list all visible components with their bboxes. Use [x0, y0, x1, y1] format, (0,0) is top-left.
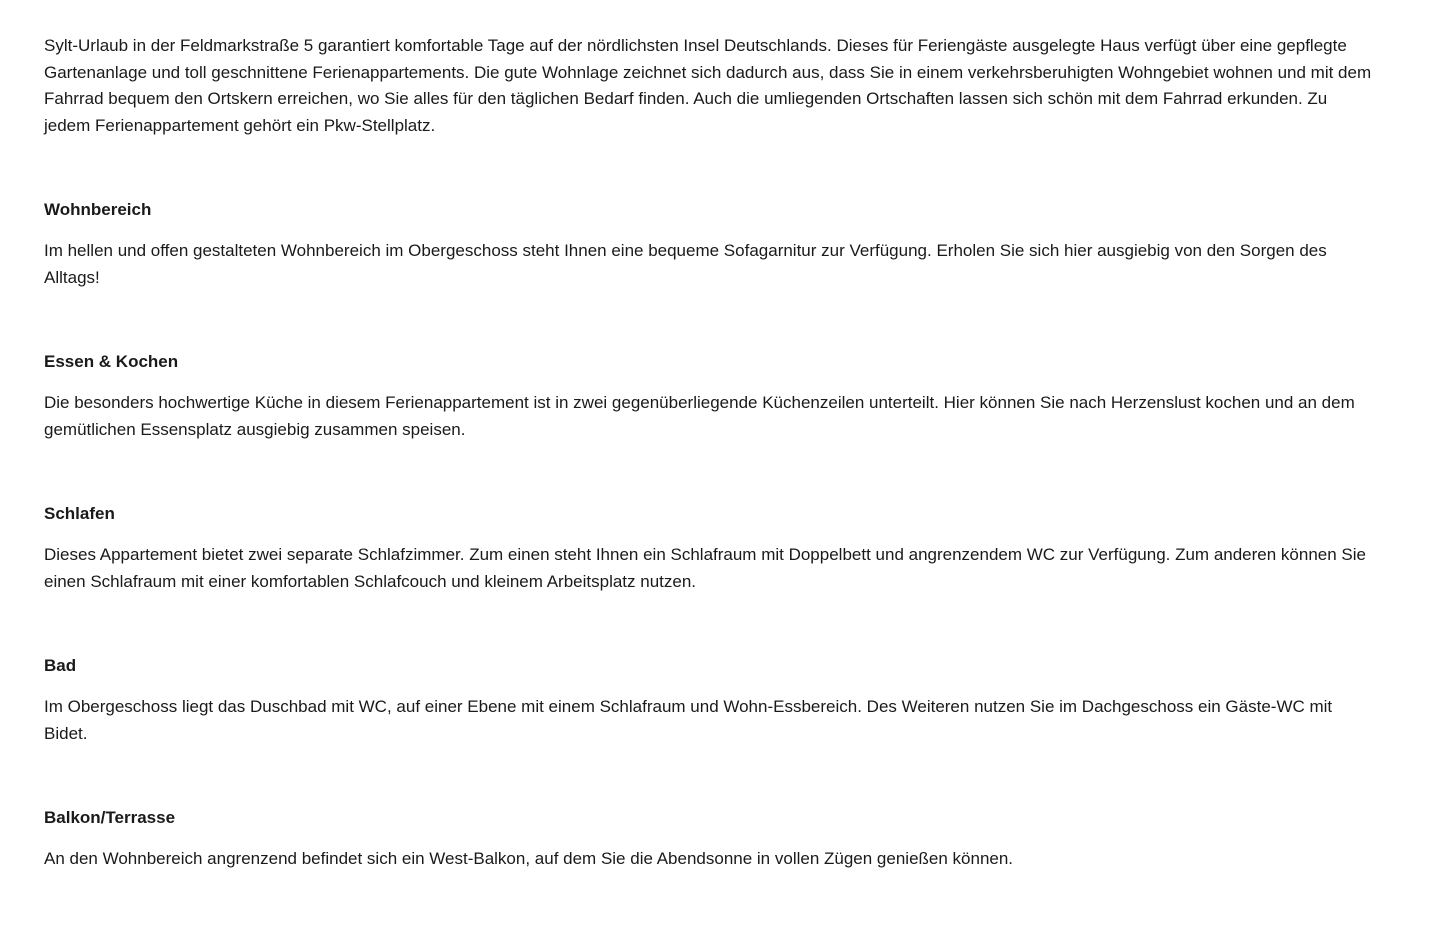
section-essen-kochen — [44, 349, 1380, 443]
section-heading: Wohnbereich — [44, 200, 152, 219]
section-text: Im Obergeschoss liegt das Duschbad mit WC, auf einer Ebene mit einem Schlafraum und Wohn-Essbereich. Des Weiteren nutzen Sie im Dachgeschoss ein Gäste-WC mit Bidet. — [44, 697, 1333, 743]
section-wohnbereich — [44, 197, 1380, 291]
section-schlafen — [44, 501, 1380, 595]
section-heading: Schlafen — [44, 504, 115, 523]
section-text: An den Wohnbereich angrenzend befindet sich ein West-Balkon, auf dem Sie die Abendsonne in vollen Zügen genießen können. — [44, 849, 1014, 868]
section-heading: Bad — [44, 656, 77, 675]
section-balkon-terrasse — [44, 805, 1380, 872]
section-heading: Essen & Kochen — [44, 352, 179, 371]
section-bad — [44, 653, 1380, 747]
section-heading: Balkon/Terrasse — [44, 808, 176, 827]
section-text: Die besonders hochwertige Küche in diesem Ferienappartement ist in zwei gegenüberliegende Küchenzeilen unterteilt. Hier können Sie nach Herzenslust kochen und an dem gemütlichen Essensplatz ausgiebig zusammen speisen. — [44, 393, 1355, 439]
section-text: Dieses Appartement bietet zwei separate Schlafzimmer. Zum einen steht Ihnen ein Schlafraum mit Doppelbett und angrenzendem WC zur Verfügung. Zum anderen können Sie einen Schlafraum mit einer komfortablen Schlafcouch und kleinem Arbeitsplatz nutzen. — [44, 545, 1366, 591]
sections — [44, 197, 1380, 872]
intro-paragraph: Sylt-Urlaub in der Feldmarkstraße 5 garantiert komfortable Tage auf der nördlichsten Insel Deutschlands. Dieses für Feriengäste ausgelegte Haus verfügt über eine gepflegte Gartenanlage und toll geschnittene Ferienappartements. Die gute Wohnlage zeichnet sich dadurch aus, dass Sie in einem verkehrsberuhigten Wohngebiet wohnen und mit dem Fahrrad bequem den Ortskern erreichen, wo Sie alles für den täglichen Bedarf finden. Auch die umliegenden Ortschaften lassen sich schön mit dem Fahrrad erkunden. Zu jedem Ferienappartement gehört ein Pkw-Stellplatz. — [44, 36, 1372, 135]
section-text: Im hellen und offen gestalteten Wohnbereich im Obergeschoss steht Ihnen eine bequeme Sofagarnitur zur Verfügung. Erholen Sie sich hier ausgiebig von den Sorgen des Alltags! — [44, 241, 1327, 287]
